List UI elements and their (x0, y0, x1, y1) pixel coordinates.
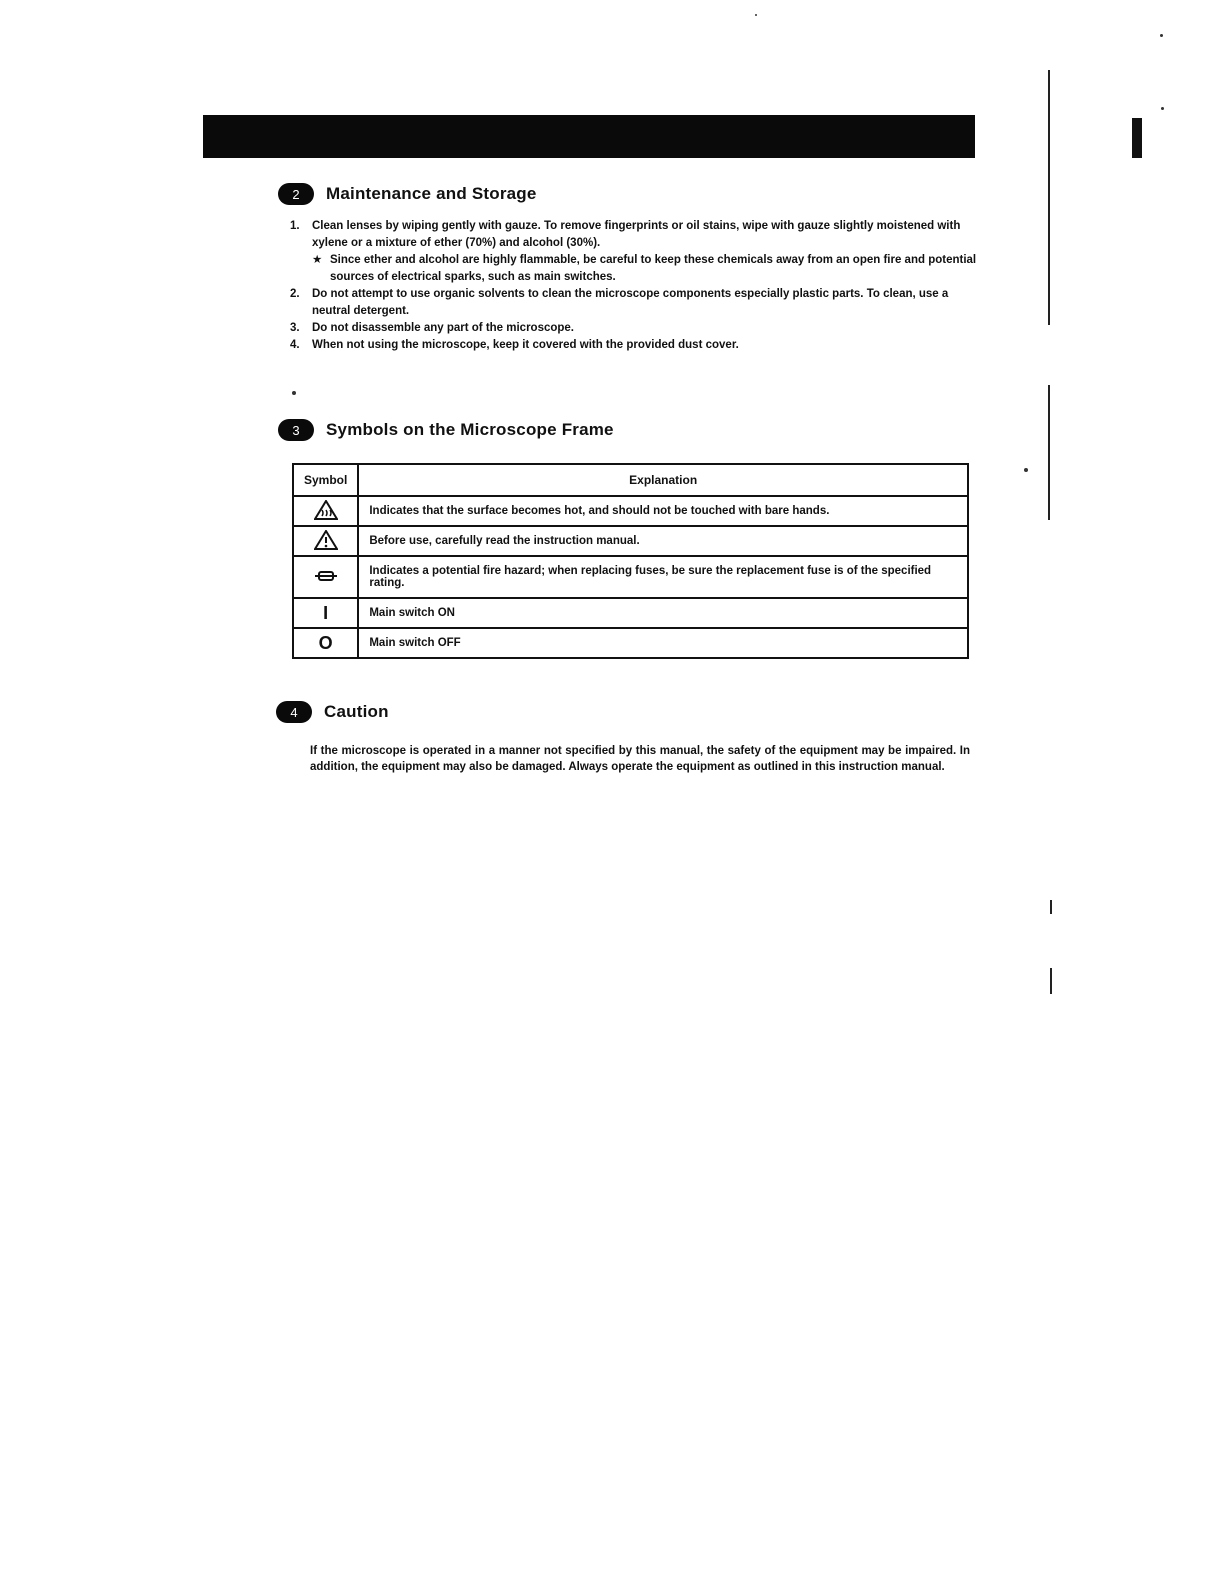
list-item (290, 218, 980, 252)
scan-speck (292, 391, 296, 395)
list-text: Clean lenses by wiping gently with gauze. To remove fingerprints or oil stains, wipe with gauze slightly moistened with xylene or a mixture of ether (70%) and alcohol (30%). (312, 220, 961, 249)
explanation-cell: Indicates that the surface becomes hot, and should not be touched with bare hands. (358, 496, 968, 526)
section-title: Symbols on the Microscope Frame (326, 420, 614, 439)
explanation-cell: Main switch OFF (358, 628, 968, 658)
table-row (293, 628, 968, 658)
section-number-badge: 4 (276, 701, 312, 723)
fuse-icon (314, 569, 338, 583)
symbols-heading (278, 419, 614, 441)
power-on-icon: I (323, 602, 329, 623)
symbols-table (292, 463, 969, 659)
explanation-cell: Main switch ON (358, 598, 968, 628)
list-item (290, 286, 980, 320)
note-text: Since ether and alcohol are highly flammable, be careful to keep these chemicals away from an open fire and potential sources of electrical sparks, such as main switches. (330, 254, 977, 283)
caution-triangle-icon (314, 530, 338, 550)
table-header-row (293, 464, 968, 496)
section-number-badge: 3 (278, 419, 314, 441)
scan-speck (1024, 468, 1028, 472)
explanation-column-header: Explanation (358, 464, 968, 496)
list-number: 2. (290, 288, 300, 300)
scan-speck (1160, 34, 1163, 37)
symbol-column-header: Symbol (293, 464, 358, 496)
table-row (293, 598, 968, 628)
list-text: Do not disassemble any part of the microscope. (312, 322, 575, 334)
hot-surface-warning-icon (314, 500, 338, 520)
scan-margin-block (1132, 118, 1142, 158)
scan-speck (755, 14, 757, 16)
section-title: Caution (324, 702, 389, 721)
star-icon: ★ (312, 254, 323, 266)
maintenance-list (290, 218, 980, 354)
section-title: Maintenance and Storage (326, 184, 537, 203)
caution-heading (276, 701, 389, 723)
scan-margin-line (1050, 968, 1052, 994)
symbol-cell (293, 526, 358, 556)
table-row (293, 496, 968, 526)
power-off-icon: O (318, 632, 333, 653)
scan-margin-line (1048, 385, 1050, 520)
explanation-cell: Before use, carefully read the instruction manual. (358, 526, 968, 556)
scan-margin-line (1048, 70, 1050, 325)
table-row (293, 556, 968, 598)
list-text: Do not attempt to use organic solvents to clean the microscope components especially plastic parts. To clean, use a neutral detergent. (312, 288, 949, 317)
list-text: When not using the microscope, keep it covered with the provided dust cover. (312, 339, 739, 351)
symbol-cell (293, 628, 358, 658)
scan-margin-line (1050, 900, 1052, 914)
list-number: 3. (290, 322, 300, 334)
explanation-cell: Indicates a potential fire hazard; when replacing fuses, be sure the replacement fuse is of the specified rating. (358, 556, 968, 598)
symbol-cell (293, 598, 358, 628)
maintenance-heading (278, 183, 537, 205)
section-number-badge: 2 (278, 183, 314, 205)
symbol-cell (293, 496, 358, 526)
symbol-cell (293, 556, 358, 598)
list-number: 4. (290, 339, 300, 351)
caution-paragraph: If the microscope is operated in a manner not specified by this manual, the safety of the equipment may be impaired. In addition, the equipment may also be damaged. Always operate the equipment as outlined in this instruction manual. (310, 745, 970, 773)
table-row (293, 526, 968, 556)
list-item (290, 337, 980, 354)
scan-speck (1161, 107, 1164, 110)
list-number: 1. (290, 220, 300, 232)
list-item (290, 320, 980, 337)
list-note (290, 252, 980, 286)
header-bar (203, 115, 975, 158)
